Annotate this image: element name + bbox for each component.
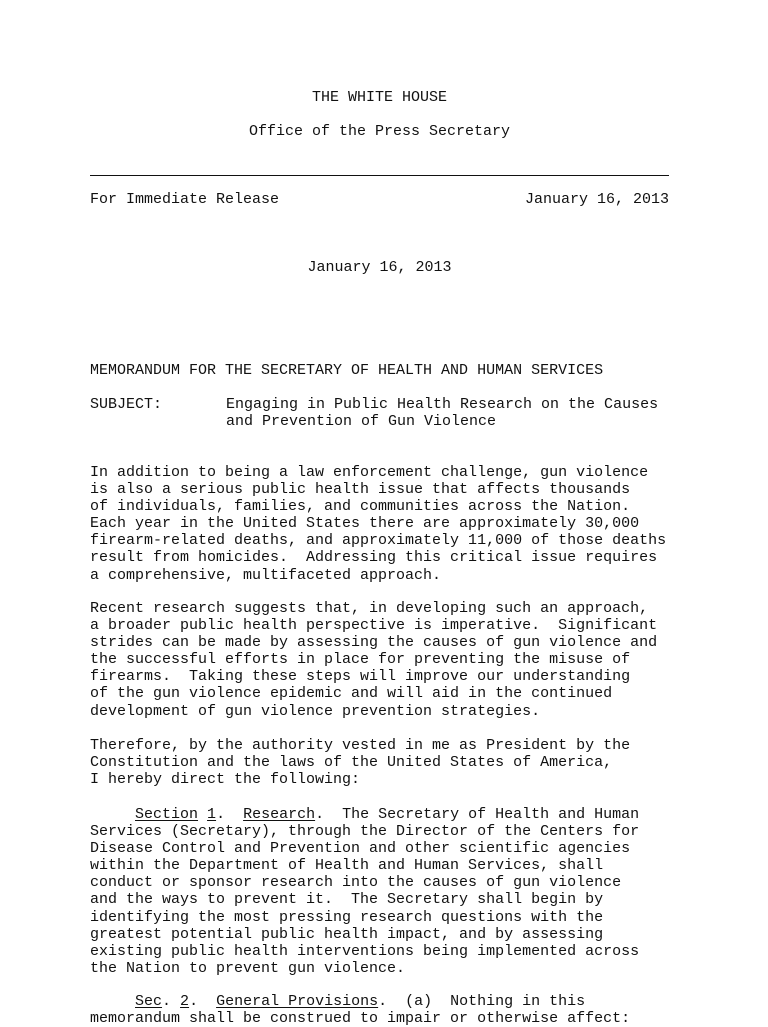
text-line: result from homicides. Addressing this critical issue requires (90, 549, 658, 567)
subject-label: SUBJECT: (90, 396, 163, 413)
text-line: Constitution and the laws of the United States of America, (90, 754, 613, 772)
indent (90, 806, 135, 823)
section-text: . The Secretary of Health and Human (315, 806, 640, 823)
section-label: Sec (135, 993, 163, 1010)
text-line: is also a serious public health issue that affects thousands (90, 481, 631, 499)
section-2-first-line (90, 993, 690, 1010)
text-line: and the ways to prevent it. The Secretary shall begin by (90, 891, 604, 909)
paragraph-1 (90, 464, 690, 584)
text-line: the Nation to prevent gun violence. (90, 959, 406, 977)
text-line: Disease Control and Prevention and other scientific agencies (90, 840, 631, 858)
separator: . (216, 806, 244, 823)
section-text: . (a) Nothing in this (378, 993, 586, 1010)
release-label: For Immediate Release (90, 191, 280, 208)
separator: . (162, 993, 181, 1010)
release-date: January 16, 2013 (524, 191, 669, 208)
text-line: In addition to being a law enforcement challenge, gun violence (90, 464, 649, 481)
text-line: a comprehensive, multifaceted approach. (90, 566, 442, 584)
subject-text (226, 396, 686, 430)
text-line: strides can be made by assessing the causes of gun violence and (90, 634, 658, 652)
paragraph-2 (90, 600, 690, 720)
text-line: Each year in the United States there are approximately 30,000 (90, 515, 640, 533)
separator (198, 806, 207, 823)
text-line: existing public health interventions being implemented across (90, 942, 640, 960)
section-title: Research (243, 806, 316, 823)
subject-line: and Prevention of Gun Violence (226, 413, 497, 431)
text-line: Recent research suggests that, in developing such an approach, (90, 600, 649, 617)
section-title: General Provisions (216, 993, 379, 1010)
text-line: a broader public health perspective is imperative. Significant (90, 617, 658, 635)
text-line: of the gun violence epidemic and will aid in the continued (90, 685, 613, 703)
text-line: I hereby direct the following: (90, 771, 361, 789)
section-1-first-line (90, 806, 690, 823)
section-number: 2 (180, 993, 190, 1010)
issuer-title: THE WHITE HOUSE (311, 89, 448, 106)
text-line: conduct or sponsor research into the causes of gun violence (90, 874, 622, 892)
text-line: development of gun violence prevention strategies. (90, 702, 541, 720)
text-line: identifying the most pressing research questions with the (90, 908, 604, 926)
section-label: Section (135, 806, 199, 823)
text-line: firearms. Taking these steps will improve our understanding (90, 668, 631, 686)
text-line: Therefore, by the authority vested in me as President by the (90, 737, 631, 754)
separator: . (189, 993, 217, 1010)
section-1 (90, 806, 690, 977)
subject-line: Engaging in Public Health Research on the Causes (226, 396, 659, 413)
indent (90, 993, 135, 1010)
section-number: 1 (207, 806, 217, 823)
memo-heading: MEMORANDUM FOR THE SECRETARY OF HEALTH AND HUMAN SERVICES (90, 362, 604, 379)
text-line: greatest potential public health impact, and by assessing (90, 925, 604, 943)
text-line: of individuals, families, and communities across the Nation. (90, 498, 631, 516)
paragraph-3 (90, 737, 690, 788)
text-line: the successful efforts in place for preventing the misuse of (90, 651, 631, 669)
text-line: firearm-related deaths, and approximately 11,000 of those deaths (90, 532, 667, 550)
document-date: January 16, 2013 (307, 259, 452, 276)
section-2 (90, 993, 690, 1027)
office-subtitle: Office of the Press Secretary (248, 123, 511, 140)
text-line: Services (Secretary), through the Director of the Centers for (90, 823, 640, 841)
text-line: memorandum shall be construed to impair or otherwise affect: (90, 1010, 631, 1027)
header-divider (90, 175, 669, 176)
text-line: within the Department of Health and Human Services, shall (90, 857, 604, 875)
